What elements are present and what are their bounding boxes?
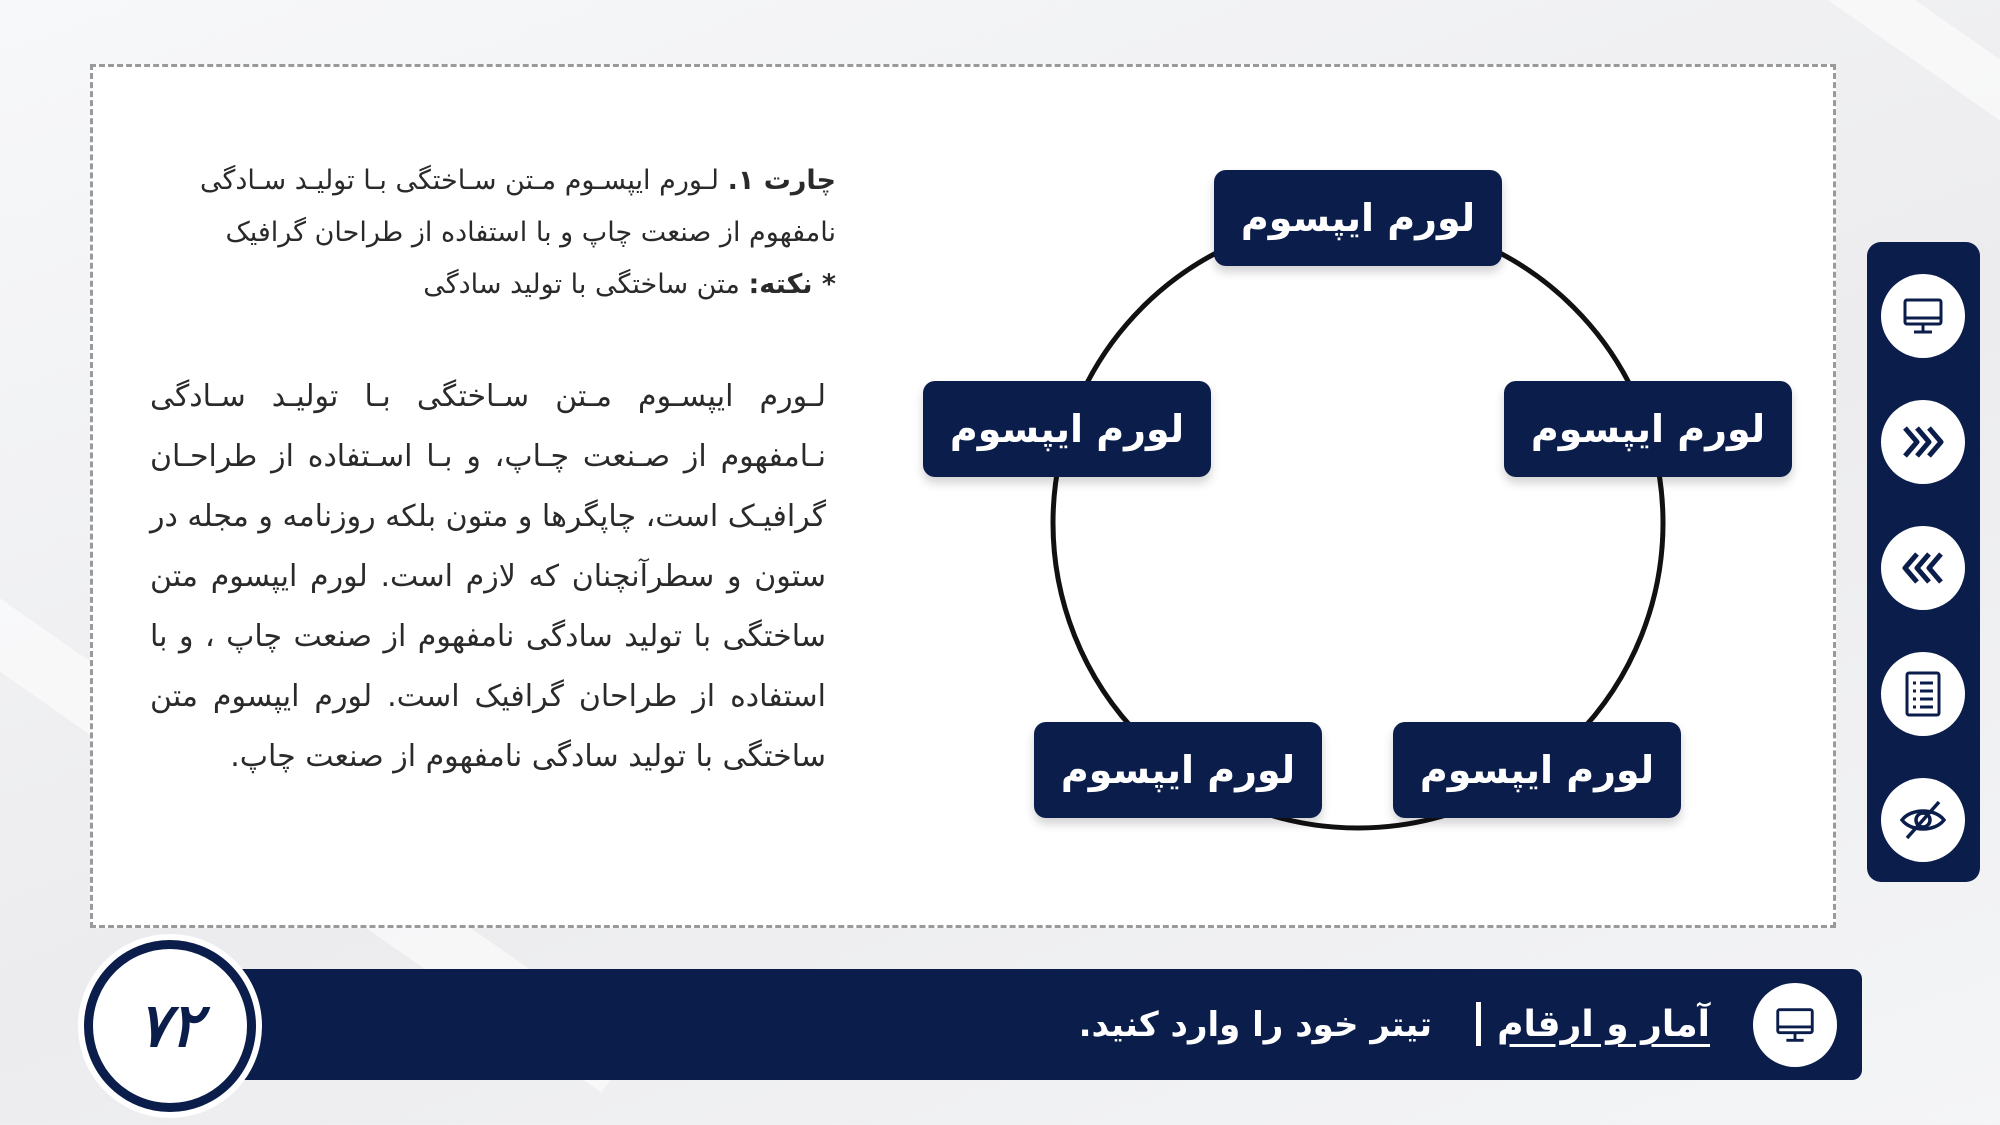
caption-label: چارت ۱. [727,165,836,196]
monitor-icon[interactable] [1753,983,1837,1067]
body-paragraph: لـورم ایپسـوم مـتن سـاختگی بـا تولیـد سـادگی نـامفهوم از صـنعت چـاپ، و بـا اسـتفاده از طراحـان گرافیـک است، چاپگرها و متون بلکه روزنامه و مجله در ستون و سطرآنچنان که لازم است. لورم ایپسوم متن ساختگی با تولید سادگی نامفهوم از صنعت چاپ ، و با استفاده از طراحان گرافیک است. لورم ایپسوم متن ساختگی با تولید سادگی نامفهوم از صنعت چاپ. [150,379,826,774]
page-number-badge: ۷۲ [84,940,256,1112]
cycle-node-right[interactable]: لورم ایپسوم [1504,381,1792,477]
caption-line-1 [150,155,836,207]
cycle-node-bottom-right[interactable]: لورم ایپسوم [1393,722,1681,818]
footer-section-label[interactable]: آمار و ارقام [1497,1004,1710,1045]
note-text: متن ساختگی با تولید سادگی [423,269,740,300]
chart-caption [150,155,836,311]
cycle-node-top[interactable]: لورم ایپسوم [1214,170,1502,266]
side-navigation-panel [1867,242,1980,882]
back-arrows-icon[interactable] [1881,526,1965,610]
hide-eye-icon[interactable] [1881,778,1965,862]
footer-title: تیتر خود را وارد کنید. [1078,1004,1432,1045]
checklist-icon[interactable] [1881,652,1965,736]
footer-divider [1476,1002,1481,1046]
footer-section-link[interactable] [1497,969,1710,1080]
cycle-node-bottom-left[interactable]: لورم ایپسوم [1034,722,1322,818]
forward-arrows-icon[interactable] [1881,400,1965,484]
monitor-icon[interactable] [1881,274,1965,358]
caption-line-2: نامفهوم از صنعت چاپ و با استفاده از طراحان گرافیک [225,217,836,248]
caption-text-1: لـورم ایپسـوم مـتن سـاختگی بـا تولیـد سـادگی [200,165,719,196]
note-label: * نکته: [748,269,836,300]
caption-note [150,259,836,311]
cycle-node-left[interactable]: لورم ایپسوم [923,381,1211,477]
